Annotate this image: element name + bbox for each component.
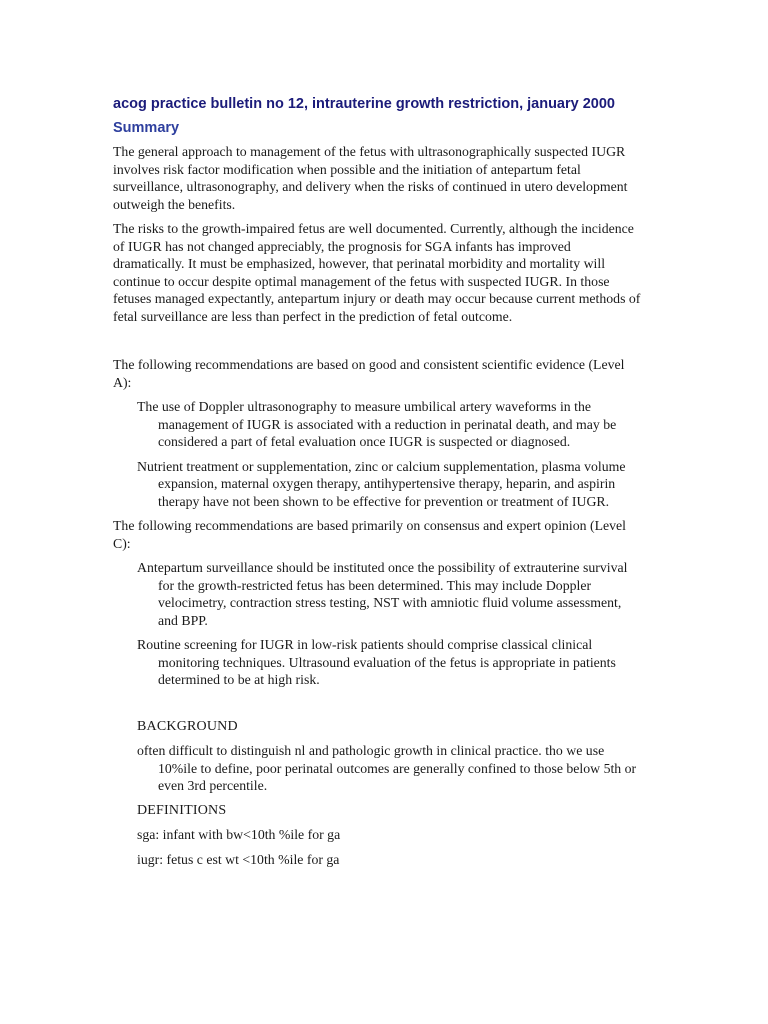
recommendation-nutrient: Nutrient treatment or supplementation, zinc or calcium supplementation, plasma volume expansion, maternal oxygen therapy, antihypertensive therapy, heparin, and aspirin therapy have not been shown to be effective for prevention or treatment of IUGR. xyxy=(137,458,626,509)
spacer xyxy=(113,332,643,356)
recommendation-doppler: The use of Doppler ultrasonography to measure umbilical artery waveforms in the management of IUGR is associated with a reduction in perinatal death, and may be considered a part of fetal evaluation once IUGR is suspected or diagnosed. xyxy=(137,399,617,449)
paragraph-level-a-intro: The following recommendations are based on good and consistent scientific evidence (Level A): xyxy=(113,357,625,390)
paragraph-risks: The risks to the growth-impaired fetus are well documented. Currently, although the incidence of IUGR has not changed appreciably, the prognosis for SGA infants has improved dramatically. It must be emphasized, however, that perinatal morbidity and mortality will continue to occur despite optimal management of the fetus with suspected IUGR. In those fetuses managed expectantly, antepartum injury or death may occur because current methods of fetal surveillance are less than perfect in the prediction of fetal outcome. xyxy=(113,221,641,324)
paragraph-level-c-intro: The following recommendations are based primarily on consensus and expert opinion (Level C): xyxy=(113,518,627,551)
section-heading-summary: Summary xyxy=(113,120,180,136)
heading-definitions: DEFINITIONS xyxy=(137,802,227,818)
definition-sga: sga: infant with bw<10th %ile for ga xyxy=(137,827,341,842)
document-title: acog practice bulletin no 12, intrauterine growth restriction, january 2000 xyxy=(113,96,615,112)
spacer xyxy=(113,696,643,718)
document-body xyxy=(113,143,643,875)
recommendation-surveillance: Antepartum surveillance should be instituted once the possibility of extrauterine survival for the growth-restricted fetus has been determined. This may include Doppler velocimetry, contraction stress testing, NST with amniotic fluid volume assessment, and BPP. xyxy=(137,560,628,628)
definition-iugr: iugr: fetus c est wt <10th %ile for ga xyxy=(137,851,340,867)
paragraph-approach: The general approach to management of the fetus with ultrasonographically suspected IUGR involves risk factor modification when possible and the initiation of antepartum fetal surveillance, ultrasonography, and delivery when the risks of continued in utero development outweigh the benefits. xyxy=(113,144,628,212)
paragraph-background: often difficult to distinguish nl and pathologic growth in clinical practice. tho we use 10%ile to define, poor perinatal outcomes are generally confined to those below 5th or even 3rd percentile. xyxy=(137,743,637,793)
heading-background: BACKGROUND xyxy=(137,718,238,734)
recommendation-screening: Routine screening for IUGR in low-risk patients should comprise classical clinical monitoring techniques. Ultrasound evaluation of the fetus is appropriate in patients determined to be at high risk. xyxy=(137,637,616,687)
